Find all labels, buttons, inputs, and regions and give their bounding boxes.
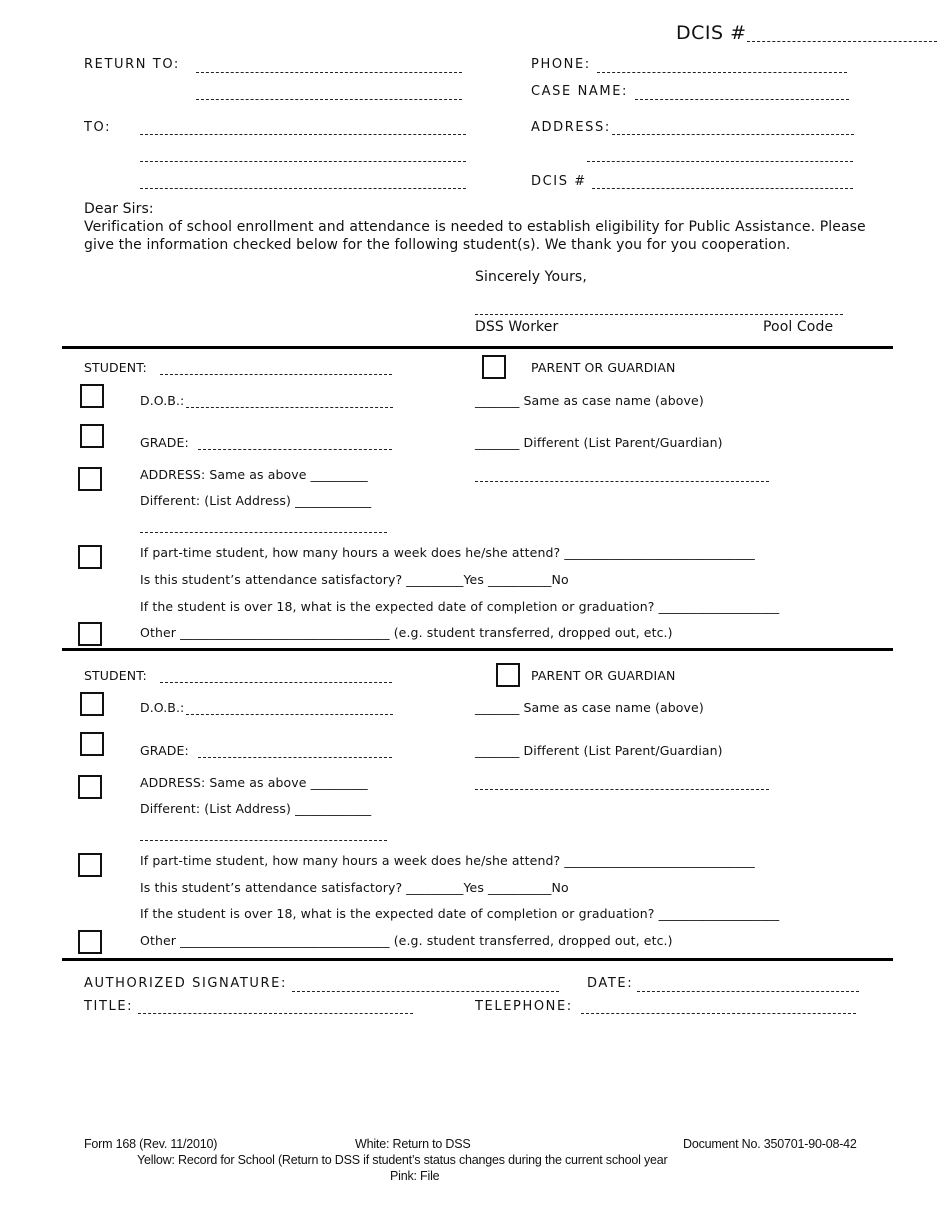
title-label: TITLE: [84, 999, 134, 1014]
date-label: DATE: [587, 976, 634, 991]
letter-body-line-1: Verification of school enrollment and attendance is needed to establish eligibility for Public Assistance. Please [84, 219, 866, 235]
authorized-signature-field[interactable] [292, 991, 559, 992]
return-to-field-1[interactable] [196, 72, 462, 73]
address-field-2[interactable] [587, 161, 853, 162]
different-address-field[interactable] [140, 532, 387, 533]
phone-label: PHONE: [531, 57, 591, 72]
to-label: TO: [84, 120, 112, 135]
to-field-2[interactable] [140, 161, 466, 162]
grade-field[interactable] [198, 449, 392, 450]
student-address-label: ADDRESS: Same as above _________ [140, 467, 368, 482]
parent-guardian-label: PARENT OR GUARDIAN [531, 668, 676, 683]
return-to-field-2[interactable] [196, 99, 462, 100]
dob-checkbox[interactable] [80, 384, 104, 408]
phone-field[interactable] [597, 72, 847, 73]
address-checkbox[interactable] [78, 775, 102, 799]
student-label: STUDENT: [84, 668, 147, 683]
grade-label: GRADE: [140, 743, 189, 758]
other-checkbox[interactable] [78, 930, 102, 954]
part-time-question: If part-time student, how many hours a week does he/she attend? ______________________________ [140, 545, 755, 560]
salutation: Dear Sirs: [84, 201, 154, 217]
dob-field[interactable] [186, 407, 393, 408]
yellow-copy-note: Yellow: Record for School (Return to DSS if student’s status changes during the current school year [137, 1153, 668, 1167]
to-field-3[interactable] [140, 188, 466, 189]
parent-checkbox[interactable] [482, 355, 506, 379]
different-parent-option[interactable]: _______ Different (List Parent/Guardian) [475, 743, 723, 758]
other-label: Other _________________________________ (e.g. student transferred, dropped out, etc.) [140, 933, 673, 948]
grade-field[interactable] [198, 757, 392, 758]
white-copy-note: White: Return to DSS [355, 1137, 471, 1151]
title-field[interactable] [138, 1013, 413, 1014]
student-name-field[interactable] [160, 682, 392, 683]
document-number: Document No. 350701-90-08-42 [683, 1137, 857, 1151]
case-name-field[interactable] [635, 99, 849, 100]
different-parent-option[interactable]: _______ Different (List Parent/Guardian) [475, 435, 723, 450]
part-time-checkbox[interactable] [78, 853, 102, 877]
address-checkbox[interactable] [78, 467, 102, 491]
different-address-field[interactable] [140, 840, 387, 841]
part-time-question: If part-time student, how many hours a week does he/she attend? ______________________________ [140, 853, 755, 868]
closing: Sincerely Yours, [475, 269, 587, 285]
grade-label: GRADE: [140, 435, 189, 450]
address-label: ADDRESS: [531, 120, 611, 135]
over-18-question: If the student is over 18, what is the expected date of completion or graduation? ___________________ [140, 599, 780, 614]
to-field-1[interactable] [140, 134, 466, 135]
dob-field[interactable] [186, 714, 393, 715]
student-address-label: ADDRESS: Same as above _________ [140, 775, 368, 790]
dob-label: D.O.B.: [140, 700, 185, 715]
dcis-field[interactable] [592, 188, 853, 189]
other-label: Other _________________________________ (e.g. student transferred, dropped out, etc.) [140, 625, 673, 640]
parent-checkbox[interactable] [496, 663, 520, 687]
telephone-label: TELEPHONE: [475, 999, 573, 1014]
address-field-1[interactable] [612, 134, 854, 135]
dcis-label: DCIS # [531, 174, 587, 189]
different-address-label: Different: (List Address) ____________ [140, 493, 372, 508]
same-as-case-option[interactable]: _______ Same as case name (above) [475, 393, 704, 408]
authorized-signature-label: AUTHORIZED SIGNATURE: [84, 976, 287, 991]
telephone-field[interactable] [581, 1013, 856, 1014]
pink-copy-note: Pink: File [390, 1169, 440, 1183]
date-field[interactable] [637, 991, 859, 992]
section-divider [62, 958, 893, 961]
return-to-label: RETURN TO: [84, 57, 180, 72]
student-name-field[interactable] [160, 374, 392, 375]
over-18-question: If the student is over 18, what is the expected date of completion or graduation? ___________________ [140, 906, 780, 921]
header-dcis-label: DCIS # [676, 22, 747, 44]
pool-code-label: Pool Code [763, 319, 834, 335]
grade-checkbox[interactable] [80, 424, 104, 448]
part-time-checkbox[interactable] [78, 545, 102, 569]
letter-body-line-2: give the information checked below for the following student(s). We thank you for you cooperation. [84, 237, 791, 253]
parent-name-field[interactable] [475, 789, 769, 790]
parent-guardian-label: PARENT OR GUARDIAN [531, 360, 676, 375]
section-divider [62, 648, 893, 651]
same-as-case-option[interactable]: _______ Same as case name (above) [475, 700, 704, 715]
grade-checkbox[interactable] [80, 732, 104, 756]
dss-worker-label: DSS Worker [475, 319, 559, 335]
case-name-label: CASE NAME: [531, 84, 628, 99]
parent-name-field[interactable] [475, 481, 769, 482]
student-label: STUDENT: [84, 360, 147, 375]
dob-checkbox[interactable] [80, 692, 104, 716]
dob-label: D.O.B.: [140, 393, 185, 408]
form-number: Form 168 (Rev. 11/2010) [84, 1137, 218, 1151]
attendance-question: Is this student’s attendance satisfactory? _________Yes __________No [140, 880, 569, 895]
different-address-label: Different: (List Address) ____________ [140, 801, 372, 816]
section-divider [62, 346, 893, 349]
header-dcis-field[interactable] [747, 41, 937, 42]
worker-signature-field[interactable] [475, 314, 843, 315]
attendance-question: Is this student’s attendance satisfactory? _________Yes __________No [140, 572, 569, 587]
other-checkbox[interactable] [78, 622, 102, 646]
